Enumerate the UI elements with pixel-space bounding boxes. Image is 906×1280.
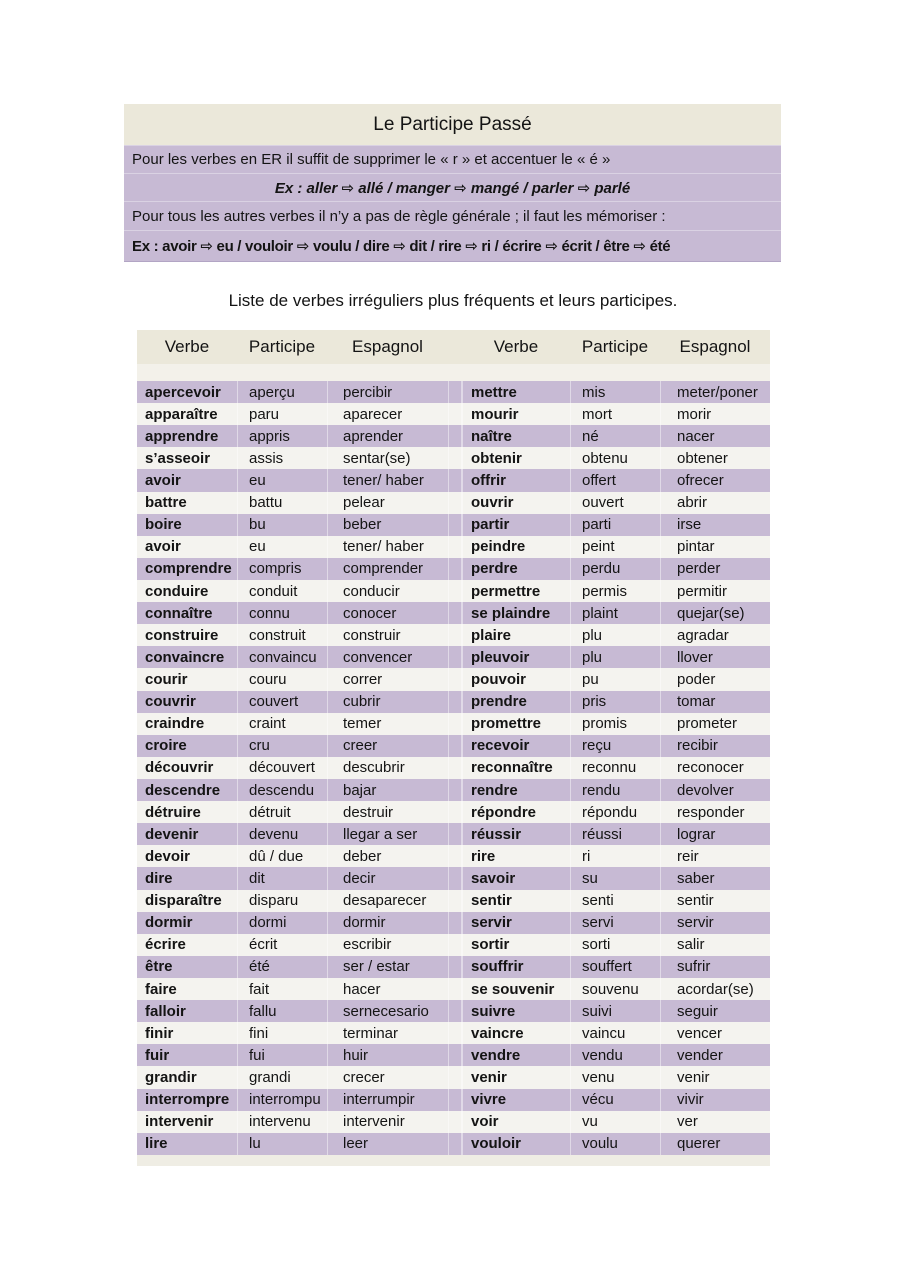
participle-cell: paru bbox=[237, 403, 327, 425]
verb-cell: intervenir bbox=[145, 1113, 214, 1131]
participle-cell: su bbox=[570, 867, 660, 889]
verb-cell: voir bbox=[462, 1111, 570, 1133]
participle-cell: fui bbox=[237, 1044, 327, 1066]
participle-cell: grandi bbox=[237, 1066, 327, 1088]
participle-cell: vu bbox=[570, 1111, 660, 1133]
table-header-row bbox=[137, 330, 770, 364]
verb-cell: connaître bbox=[145, 604, 213, 622]
participle-cell: venu bbox=[570, 1066, 660, 1088]
example-er-verbs: Ex : aller ⇨ allé / manger ⇨ mangé / parler ⇨ parlé bbox=[124, 173, 781, 201]
verb-cell: dire bbox=[145, 869, 173, 887]
spanish-cell: tomar bbox=[660, 691, 770, 713]
verb-cell: battre bbox=[145, 494, 187, 512]
participle-cell: aperçu bbox=[237, 381, 327, 403]
verb-cell: mettre bbox=[462, 381, 570, 403]
spacer-cell bbox=[448, 381, 462, 403]
spanish-cell: reconocer bbox=[660, 757, 770, 779]
spacer-cell bbox=[448, 447, 462, 469]
spanish-cell: correr bbox=[327, 668, 448, 690]
spanish-cell: obtener bbox=[660, 447, 770, 469]
participle-cell: été bbox=[237, 956, 327, 978]
verb-cell: promettre bbox=[462, 713, 570, 735]
spanish-cell: escribir bbox=[327, 934, 448, 956]
spanish-cell: comprender bbox=[327, 558, 448, 580]
verb-cell: finir bbox=[145, 1024, 174, 1042]
verb-cell: réussir bbox=[462, 823, 570, 845]
column-header-participe-right: Participe bbox=[581, 337, 649, 356]
participle-cell: couru bbox=[237, 668, 327, 690]
participle-cell: souffert bbox=[570, 956, 660, 978]
column-header-participe-left: Participe bbox=[248, 337, 316, 356]
participle-cell: découvert bbox=[237, 757, 327, 779]
spacer-cell bbox=[448, 492, 462, 514]
verb-cell: savoir bbox=[462, 867, 570, 889]
table-row bbox=[137, 978, 770, 1000]
verb-cell: boire bbox=[145, 516, 182, 534]
spanish-cell: reir bbox=[660, 845, 770, 867]
spanish-cell: prometer bbox=[660, 713, 770, 735]
participle-cell: intervenu bbox=[237, 1111, 327, 1133]
spanish-cell: conducir bbox=[327, 580, 448, 602]
table-row bbox=[137, 779, 770, 801]
verb-cell: interrompre bbox=[145, 1091, 230, 1109]
table-row bbox=[137, 1111, 770, 1133]
table-row bbox=[137, 1022, 770, 1044]
spacer-cell bbox=[448, 1044, 462, 1066]
spacer-cell bbox=[448, 1022, 462, 1044]
spacer-cell bbox=[448, 425, 462, 447]
spanish-cell: ver bbox=[660, 1111, 770, 1133]
spanish-cell: lograr bbox=[660, 823, 770, 845]
table-row bbox=[137, 1089, 770, 1111]
verb-cell: sentir bbox=[462, 890, 570, 912]
verb-cell: vivre bbox=[462, 1089, 570, 1111]
verb-cell: ouvrir bbox=[462, 492, 570, 514]
verb-cell: obtenir bbox=[462, 447, 570, 469]
participle-cell: connu bbox=[237, 602, 327, 624]
spanish-cell: temer bbox=[327, 713, 448, 735]
spanish-cell: creer bbox=[327, 735, 448, 757]
spanish-cell: leer bbox=[327, 1133, 448, 1155]
table-row bbox=[137, 1000, 770, 1022]
spanish-cell: devolver bbox=[660, 779, 770, 801]
participle-cell: détruit bbox=[237, 801, 327, 823]
participle-cell: fallu bbox=[237, 1000, 327, 1022]
participle-cell: servi bbox=[570, 912, 660, 934]
example-other-verbs: Ex : avoir ⇨ eu / vouloir ⇨ voulu / dire ⇨ dit / rire ⇨ ri / écrire ⇨ écrit / être ⇨ été bbox=[124, 230, 781, 261]
spanish-cell: abrir bbox=[660, 492, 770, 514]
spacer-cell bbox=[448, 1000, 462, 1022]
verb-cell: répondre bbox=[462, 801, 570, 823]
verb-cell: avoir bbox=[145, 538, 181, 556]
spacer-cell bbox=[448, 713, 462, 735]
table-row bbox=[137, 403, 770, 425]
spanish-cell: quejar(se) bbox=[660, 602, 770, 624]
spanish-cell: nacer bbox=[660, 425, 770, 447]
participle-cell: dû / due bbox=[237, 845, 327, 867]
table-row bbox=[137, 823, 770, 845]
participle-cell: plaint bbox=[570, 602, 660, 624]
verb-cell: écrire bbox=[145, 936, 186, 954]
spanish-cell: perder bbox=[660, 558, 770, 580]
participle-cell: dit bbox=[237, 867, 327, 889]
table-row bbox=[137, 425, 770, 447]
verb-cell: se plaindre bbox=[462, 602, 570, 624]
verb-cell: sortir bbox=[462, 934, 570, 956]
verb-cell: peindre bbox=[462, 536, 570, 558]
spacer-cell bbox=[448, 890, 462, 912]
participle-cell: convaincu bbox=[237, 646, 327, 668]
participle-cell: eu bbox=[237, 469, 327, 491]
verb-cell: courir bbox=[145, 670, 188, 688]
verb-cell: construire bbox=[145, 626, 219, 644]
participle-cell: ri bbox=[570, 845, 660, 867]
verb-cell: naître bbox=[462, 425, 570, 447]
spanish-cell: tener/ haber bbox=[327, 536, 448, 558]
table-row bbox=[137, 558, 770, 580]
spacer-cell bbox=[448, 580, 462, 602]
spacer-cell bbox=[448, 735, 462, 757]
spanish-cell: percibir bbox=[327, 381, 448, 403]
participle-cell: craint bbox=[237, 713, 327, 735]
verb-cell: découvrir bbox=[145, 759, 214, 777]
spacer-cell bbox=[448, 845, 462, 867]
table-row bbox=[137, 602, 770, 624]
spanish-cell: agradar bbox=[660, 624, 770, 646]
participle-cell: fini bbox=[237, 1022, 327, 1044]
verb-cell: apercevoir bbox=[145, 383, 221, 401]
verb-cell: apprendre bbox=[145, 427, 219, 445]
spanish-cell: seguir bbox=[660, 1000, 770, 1022]
spacer-cell bbox=[448, 1111, 462, 1133]
spanish-cell: pelear bbox=[327, 492, 448, 514]
participle-cell: réussi bbox=[570, 823, 660, 845]
spanish-cell: conocer bbox=[327, 602, 448, 624]
verb-cell: apparaître bbox=[145, 405, 218, 423]
spanish-cell: sernecesario bbox=[327, 1000, 448, 1022]
verb-cell: offrir bbox=[462, 469, 570, 491]
spanish-cell: ofrecer bbox=[660, 469, 770, 491]
spacer-cell bbox=[448, 1066, 462, 1088]
participle-cell: né bbox=[570, 425, 660, 447]
verb-cell: plaire bbox=[462, 624, 570, 646]
participle-cell: permis bbox=[570, 580, 660, 602]
verb-cell: s’asseoir bbox=[145, 449, 211, 467]
participle-cell: vendu bbox=[570, 1044, 660, 1066]
spanish-cell: meter/poner bbox=[660, 381, 770, 403]
spacer-cell bbox=[448, 691, 462, 713]
spacer-cell bbox=[448, 514, 462, 536]
participle-cell: pu bbox=[570, 668, 660, 690]
verb-cell: devenir bbox=[145, 825, 199, 843]
list-subtitle: Liste de verbes irréguliers plus fréquents et leurs participes. bbox=[228, 291, 678, 310]
spacer-cell bbox=[448, 757, 462, 779]
table-row bbox=[137, 381, 770, 403]
spanish-cell: aparecer bbox=[327, 403, 448, 425]
column-header-verbe-left: Verbe bbox=[164, 337, 210, 356]
participle-cell: appris bbox=[237, 425, 327, 447]
table-row bbox=[137, 845, 770, 867]
table-row bbox=[137, 447, 770, 469]
verb-cell: faire bbox=[145, 980, 177, 998]
verb-cell: craindre bbox=[145, 715, 205, 733]
spanish-cell: responder bbox=[660, 801, 770, 823]
spanish-cell: querer bbox=[660, 1133, 770, 1155]
verb-cell: rendre bbox=[462, 779, 570, 801]
rules-body bbox=[124, 145, 781, 262]
participle-cell: plu bbox=[570, 646, 660, 668]
spanish-cell: pintar bbox=[660, 536, 770, 558]
verb-cell: vaincre bbox=[462, 1022, 570, 1044]
verb-cell: devoir bbox=[145, 847, 191, 865]
verb-cell: prendre bbox=[462, 691, 570, 713]
spacer-cell bbox=[448, 867, 462, 889]
spanish-cell: saber bbox=[660, 867, 770, 889]
table-row bbox=[137, 514, 770, 536]
verb-cell: comprendre bbox=[145, 560, 232, 578]
table-body bbox=[137, 381, 770, 1155]
participle-cell: bu bbox=[237, 514, 327, 536]
participle-cell: voulu bbox=[570, 1133, 660, 1155]
spanish-cell: salir bbox=[660, 934, 770, 956]
spanish-cell: servir bbox=[660, 912, 770, 934]
header-spacer-row bbox=[137, 364, 770, 381]
spacer-cell bbox=[448, 912, 462, 934]
spanish-cell: interrumpir bbox=[327, 1089, 448, 1111]
rule-other-verbs: Pour tous les autres verbes il n’y a pas de règle générale ; il faut les mémoriser : bbox=[124, 201, 781, 230]
verb-cell: être bbox=[145, 958, 173, 976]
verb-cell: avoir bbox=[145, 471, 181, 489]
spanish-cell: tener/ haber bbox=[327, 469, 448, 491]
table-row bbox=[137, 713, 770, 735]
participle-cell: battu bbox=[237, 492, 327, 514]
participle-cell: dormi bbox=[237, 912, 327, 934]
participle-cell: écrit bbox=[237, 934, 327, 956]
table-row bbox=[137, 646, 770, 668]
spacer-cell bbox=[448, 403, 462, 425]
spanish-cell: vender bbox=[660, 1044, 770, 1066]
table-row bbox=[137, 934, 770, 956]
spanish-cell: hacer bbox=[327, 978, 448, 1000]
verb-cell: permettre bbox=[462, 580, 570, 602]
participle-cell: promis bbox=[570, 713, 660, 735]
table-row bbox=[137, 624, 770, 646]
spanish-cell: cubrir bbox=[327, 691, 448, 713]
verb-cell: pleuvoir bbox=[462, 646, 570, 668]
participle-cell: rendu bbox=[570, 779, 660, 801]
spanish-cell: deber bbox=[327, 845, 448, 867]
participle-cell: reconnu bbox=[570, 757, 660, 779]
spanish-cell: huir bbox=[327, 1044, 448, 1066]
participle-cell: descendu bbox=[237, 779, 327, 801]
spacer-cell bbox=[448, 469, 462, 491]
participle-cell: lu bbox=[237, 1133, 327, 1155]
participle-cell: cru bbox=[237, 735, 327, 757]
verb-cell: se souvenir bbox=[462, 978, 570, 1000]
participle-cell: ouvert bbox=[570, 492, 660, 514]
verb-cell: conduire bbox=[145, 582, 209, 600]
verb-cell: perdre bbox=[462, 558, 570, 580]
verb-cell: couvrir bbox=[145, 693, 196, 711]
column-header-verbe-right: Verbe bbox=[493, 337, 539, 356]
verb-cell: dormir bbox=[145, 914, 193, 932]
rule-er-verbs: Pour les verbes en ER il suffit de supprimer le « r » et accentuer le « é » bbox=[124, 145, 781, 173]
table-row bbox=[137, 956, 770, 978]
participle-cell: parti bbox=[570, 514, 660, 536]
verb-cell: mourir bbox=[462, 403, 570, 425]
spanish-cell: acordar(se) bbox=[660, 978, 770, 1000]
column-header-espagnol-left: Espagnol bbox=[352, 337, 423, 356]
spacer-cell bbox=[448, 934, 462, 956]
verb-cell: partir bbox=[462, 514, 570, 536]
spanish-cell: llegar a ser bbox=[327, 823, 448, 845]
participle-cell: conduit bbox=[237, 580, 327, 602]
spanish-cell: vencer bbox=[660, 1022, 770, 1044]
spacer-cell bbox=[448, 536, 462, 558]
participle-cell: suivi bbox=[570, 1000, 660, 1022]
spacer-cell bbox=[448, 823, 462, 845]
spanish-cell: irse bbox=[660, 514, 770, 536]
spanish-cell: crecer bbox=[327, 1066, 448, 1088]
table-row bbox=[137, 1133, 770, 1155]
table-row bbox=[137, 492, 770, 514]
spacer-cell bbox=[448, 801, 462, 823]
participle-cell: mis bbox=[570, 381, 660, 403]
participle-cell: disparu bbox=[237, 890, 327, 912]
table-row bbox=[137, 757, 770, 779]
verb-cell: croire bbox=[145, 737, 187, 755]
spanish-cell: decir bbox=[327, 867, 448, 889]
spanish-cell: intervenir bbox=[327, 1111, 448, 1133]
spanish-cell: descubrir bbox=[327, 757, 448, 779]
participle-cell: vaincu bbox=[570, 1022, 660, 1044]
verb-cell: servir bbox=[462, 912, 570, 934]
table-row bbox=[137, 735, 770, 757]
participe-passe-rules-block bbox=[124, 104, 781, 262]
participle-cell: répondu bbox=[570, 801, 660, 823]
spacer-cell bbox=[448, 668, 462, 690]
participle-cell: couvert bbox=[237, 691, 327, 713]
spanish-cell: convencer bbox=[327, 646, 448, 668]
verb-cell: disparaître bbox=[145, 892, 222, 910]
table-row bbox=[137, 1044, 770, 1066]
spanish-cell: beber bbox=[327, 514, 448, 536]
spacer-cell bbox=[448, 978, 462, 1000]
table-row bbox=[137, 469, 770, 491]
participle-cell: perdu bbox=[570, 558, 660, 580]
table-row bbox=[137, 801, 770, 823]
participle-cell: construit bbox=[237, 624, 327, 646]
table-row bbox=[137, 580, 770, 602]
spacer-cell bbox=[448, 646, 462, 668]
column-header-espagnol-right: Espagnol bbox=[679, 337, 751, 356]
participle-cell: vécu bbox=[570, 1089, 660, 1111]
page-title: Le Participe Passé bbox=[124, 104, 781, 145]
verb-cell: recevoir bbox=[462, 735, 570, 757]
table-row bbox=[137, 867, 770, 889]
verb-cell: venir bbox=[462, 1066, 570, 1088]
spanish-cell: ser / estar bbox=[327, 956, 448, 978]
table-row bbox=[137, 536, 770, 558]
spanish-cell: destruir bbox=[327, 801, 448, 823]
table-row bbox=[137, 668, 770, 690]
verb-cell: reconnaître bbox=[462, 757, 570, 779]
spacer-cell bbox=[448, 1089, 462, 1111]
verb-cell: vendre bbox=[462, 1044, 570, 1066]
table-footer-strip bbox=[137, 1155, 770, 1166]
spanish-cell: sufrir bbox=[660, 956, 770, 978]
verb-cell: lire bbox=[145, 1135, 168, 1153]
verb-cell: falloir bbox=[145, 1002, 186, 1020]
participle-cell: devenu bbox=[237, 823, 327, 845]
participle-cell: mort bbox=[570, 403, 660, 425]
verb-cell: détruire bbox=[145, 803, 201, 821]
verb-cell: convaincre bbox=[145, 648, 225, 666]
verb-cell: pouvoir bbox=[462, 668, 570, 690]
participle-cell: peint bbox=[570, 536, 660, 558]
participle-cell: souvenu bbox=[570, 978, 660, 1000]
spanish-cell: venir bbox=[660, 1066, 770, 1088]
spanish-cell: llover bbox=[660, 646, 770, 668]
participle-cell: pris bbox=[570, 691, 660, 713]
participle-cell: plu bbox=[570, 624, 660, 646]
verb-cell: souffrir bbox=[462, 956, 570, 978]
table-row bbox=[137, 691, 770, 713]
spanish-cell: poder bbox=[660, 668, 770, 690]
spacer-cell bbox=[448, 956, 462, 978]
participle-cell: interrompu bbox=[237, 1089, 327, 1111]
spanish-cell: vivir bbox=[660, 1089, 770, 1111]
spanish-cell: morir bbox=[660, 403, 770, 425]
verb-cell: descendre bbox=[145, 781, 221, 799]
table-row bbox=[137, 890, 770, 912]
participle-cell: obtenu bbox=[570, 447, 660, 469]
participle-cell: compris bbox=[237, 558, 327, 580]
participle-cell: offert bbox=[570, 469, 660, 491]
spacer-cell bbox=[448, 779, 462, 801]
spanish-cell: sentar(se) bbox=[327, 447, 448, 469]
participle-cell: eu bbox=[237, 536, 327, 558]
participle-cell: reçu bbox=[570, 735, 660, 757]
spacer-cell bbox=[448, 558, 462, 580]
spacer-cell bbox=[448, 1133, 462, 1155]
verb-cell: rire bbox=[462, 845, 570, 867]
spanish-cell: recibir bbox=[660, 735, 770, 757]
table-row bbox=[137, 1066, 770, 1088]
spanish-cell: sentir bbox=[660, 890, 770, 912]
irregular-verbs-table bbox=[137, 330, 770, 1166]
spanish-cell: permitir bbox=[660, 580, 770, 602]
table-row bbox=[137, 912, 770, 934]
participle-cell: senti bbox=[570, 890, 660, 912]
participle-cell: fait bbox=[237, 978, 327, 1000]
spacer-cell bbox=[448, 624, 462, 646]
spanish-cell: terminar bbox=[327, 1022, 448, 1044]
participle-cell: sorti bbox=[570, 934, 660, 956]
spanish-cell: desaparecer bbox=[327, 890, 448, 912]
verb-cell: suivre bbox=[462, 1000, 570, 1022]
spanish-cell: dormir bbox=[327, 912, 448, 934]
spanish-cell: bajar bbox=[327, 779, 448, 801]
verb-cell: vouloir bbox=[462, 1133, 570, 1155]
spanish-cell: construir bbox=[327, 624, 448, 646]
participle-cell: assis bbox=[237, 447, 327, 469]
verb-cell: fuir bbox=[145, 1046, 170, 1064]
spanish-cell: aprender bbox=[327, 425, 448, 447]
spacer-cell bbox=[448, 602, 462, 624]
verb-cell: grandir bbox=[145, 1068, 197, 1086]
